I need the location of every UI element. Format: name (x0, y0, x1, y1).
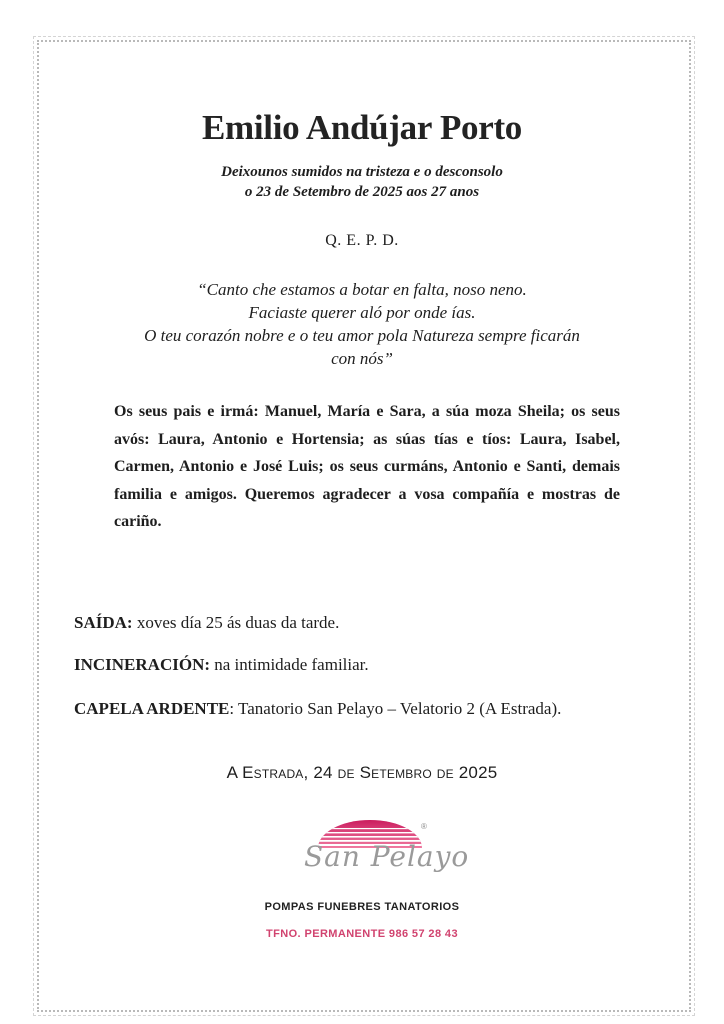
event-label: SAÍDA: (74, 613, 133, 632)
event-text: xoves día 25 ás duas da tarde. (132, 613, 340, 632)
quote-line-1: “Canto che estamos a botar en falta, noso neno. (197, 280, 527, 299)
family-paragraph: Os seus pais e irmá: Manuel, María e Sara, a súa moza Sheila; os seus avós: Laura, Antonio e Hortensia; as súas tías e tíos: Laura, Isabel, Carmen, Antonio e José Luis; os seus curmáns, Antonio e Santi, demais familia e amigos. Queremos agradecer a vosa compañía e mostras de cariño. (114, 403, 620, 530)
company-logo-text: San Pelayo (304, 840, 470, 873)
qepd: Q. E. P. D. (325, 232, 399, 249)
subtitle-line-2: o 23 de Setembro de 2025 aos 27 anos (244, 184, 480, 200)
event-text: : Tanatorio San Pelayo – Velatorio 2 (A Estrada). (229, 699, 562, 718)
company-name: POMPAS FUNEBRES TANATORIOS (264, 901, 460, 913)
event-label: INCINERACIÓN: (74, 655, 211, 674)
event-cremation (74, 655, 674, 675)
event-text: na intimidade familiar. (210, 655, 369, 674)
event-departure (74, 613, 674, 633)
dateline: A Estrada, 24 de Setembro de 2025 (226, 763, 498, 782)
subtitle-line-1: Deixounos sumidos na tristeza e o desconsolo (221, 164, 503, 180)
registered-mark: ® (421, 822, 427, 831)
quote-line-4: con nós” (331, 349, 393, 368)
quote-line-3: O teu corazón nobre e o teu amor pola Natureza sempre ficarán (144, 326, 580, 345)
company-phone: TFNO. PERMANENTE 986 57 28 43 (266, 928, 458, 940)
event-label: CAPELA ARDENTE (74, 699, 230, 718)
deceased-name: Emilio Andújar Porto (201, 108, 523, 147)
quote-line-2: Faciaste querer aló por onde ías. (248, 303, 476, 322)
event-chapel (74, 699, 674, 719)
